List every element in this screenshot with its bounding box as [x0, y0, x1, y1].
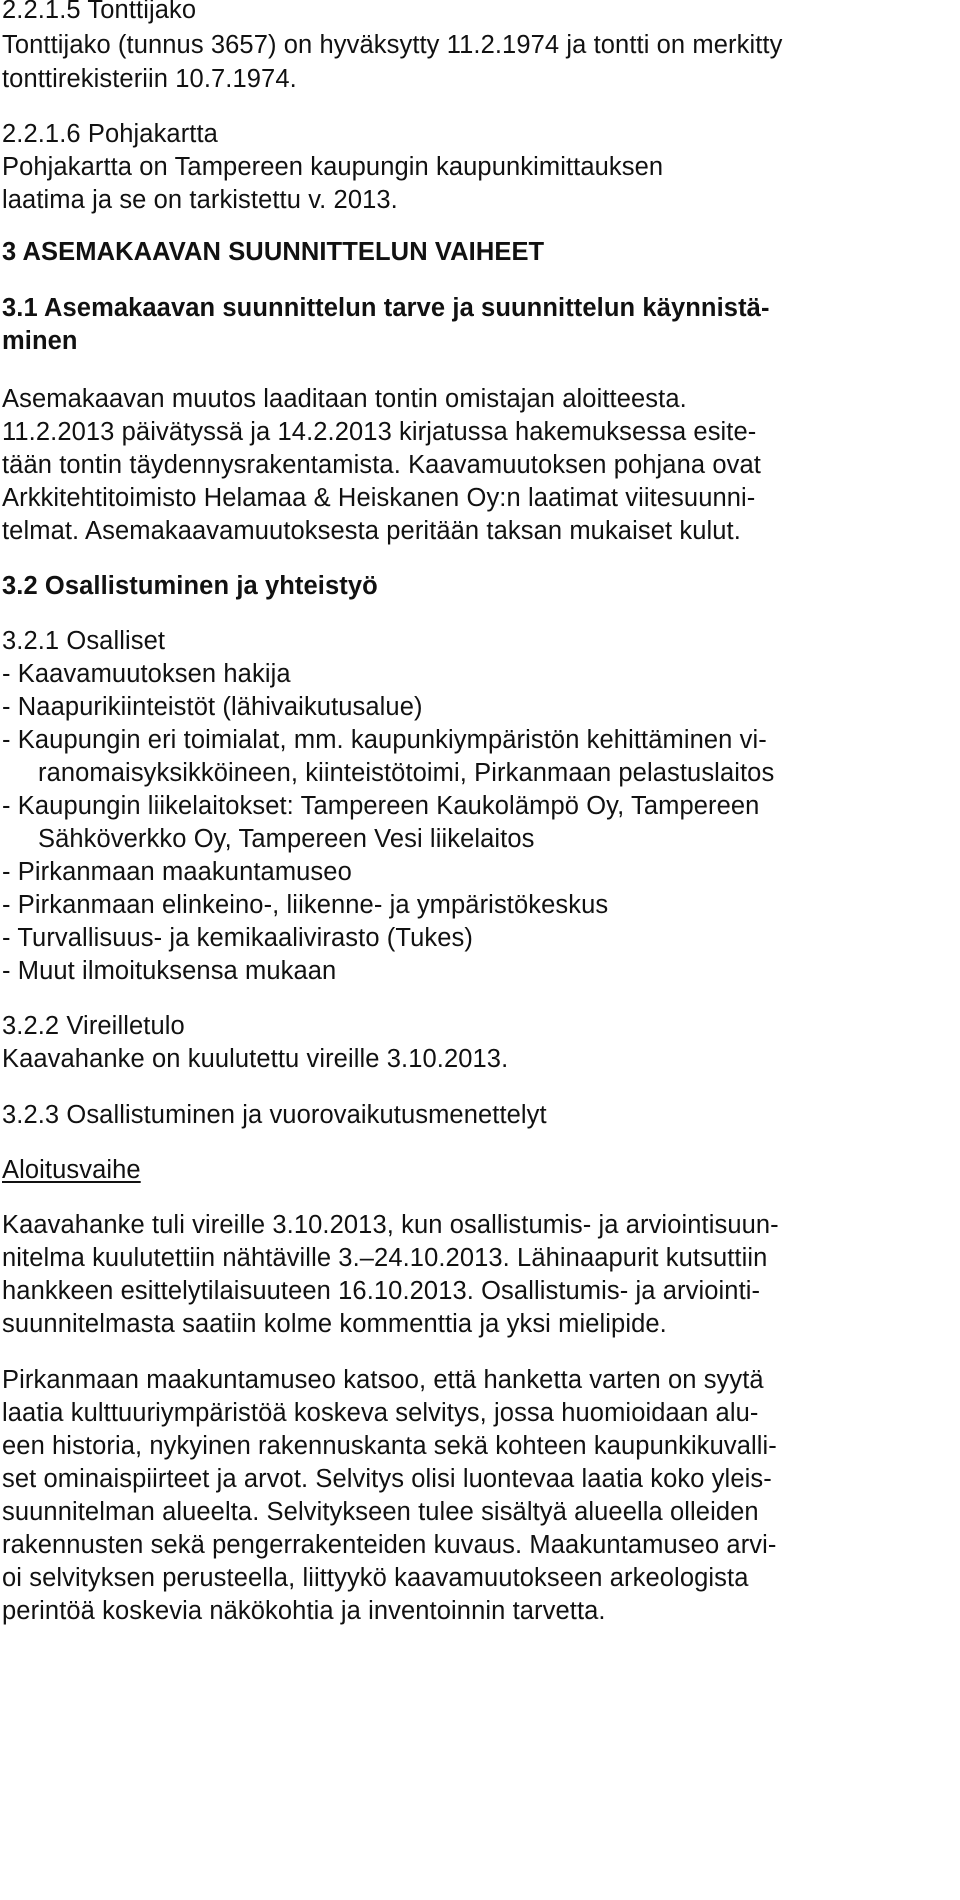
text-line: Kaavahanke tuli vireille 3.10.2013, kun osallistumis- ja arviointisuun-: [2, 1211, 779, 1239]
section-heading-2-2-1-6: 2.2.1.6 Pohjakartta: [2, 120, 218, 148]
section-heading-3-2-3: 3.2.3 Osallistuminen ja vuorovaikutusmenettelyt: [2, 1101, 547, 1129]
text-line: laatia kulttuuriympäristöä koskeva selvitys, jossa huomioidaan alu-: [2, 1399, 759, 1427]
text-line: 11.2.2013 päivätyssä ja 14.2.2013 kirjatussa hakemuksessa esite-: [2, 418, 757, 446]
text-line: rakennusten sekä pengerrakenteiden kuvaus. Maakuntamuseo arvi-: [2, 1531, 777, 1559]
text-line: tään tontin täydennysrakentamista. Kaavamuutoksen pohjana ovat: [2, 451, 761, 479]
text-line: telmat. Asemakaavamuutoksesta peritään taksan mukaiset kulut.: [2, 517, 741, 545]
list-item: - Pirkanmaan elinkeino-, liikenne- ja ympäristökeskus: [2, 891, 609, 919]
text-line: oi selvityksen perusteella, liittyykö kaavamuutokseen arkeologista: [2, 1564, 749, 1592]
text-line: suunnitelman alueelta. Selvitykseen tulee sisältyä alueella olleiden: [2, 1498, 759, 1526]
section-heading-3-1: 3.1 Asemakaavan suunnittelun tarve ja suunnittelun käynnistä-: [2, 294, 770, 322]
chapter-heading-3: 3 ASEMAKAAVAN SUUNNITTELUN VAIHEET: [2, 238, 545, 266]
subheading-aloitusvaihe: Aloitusvaihe: [2, 1156, 141, 1184]
text-line: een historia, nykyinen rakennuskanta sekä kohteen kaupunkikuvalli-: [2, 1432, 777, 1460]
list-item: - Kaavamuutoksen hakija: [2, 660, 291, 688]
section-heading-3-2: 3.2 Osallistuminen ja yhteistyö: [2, 572, 378, 600]
section-heading-3-2-2: 3.2.2 Vireilletulo: [2, 1012, 185, 1040]
text-line: tonttirekisteriin 10.7.1974.: [2, 65, 297, 93]
list-item: - Naapurikiinteistöt (lähivaikutusalue): [2, 693, 423, 721]
section-heading-2-2-1-5: 2.2.1.5 Tonttijako: [2, 0, 197, 24]
section-heading-3-1-cont: minen: [2, 327, 78, 355]
text-line: Asemakaavan muutos laaditaan tontin omistajan aloitteesta.: [2, 385, 687, 413]
text-line: laatima ja se on tarkistettu v. 2013.: [2, 186, 398, 214]
text-line: Kaavahanke on kuulutettu vireille 3.10.2013.: [2, 1045, 509, 1073]
text-line: perintöä koskevia näkökohtia ja inventoinnin tarvetta.: [2, 1597, 606, 1625]
list-item-cont: Sähköverkko Oy, Tampereen Vesi liikelaitos: [38, 825, 535, 853]
text-line: nitelma kuulutettiin nähtäville 3.–24.10.2013. Lähinaapurit kutsuttiin: [2, 1244, 768, 1272]
text-line: Arkkitehtitoimisto Helamaa & Heiskanen Oy:n laatimat viitesuunni-: [2, 484, 756, 512]
list-item: - Kaupungin eri toimialat, mm. kaupunkiympäristön kehittäminen vi-: [2, 726, 767, 754]
text-line: Pohjakartta on Tampereen kaupungin kaupunkimittauksen: [2, 153, 664, 181]
list-item: - Kaupungin liikelaitokset: Tampereen Kaukolämpö Oy, Tampereen: [2, 792, 760, 820]
list-item: - Pirkanmaan maakuntamuseo: [2, 858, 352, 886]
list-item: - Muut ilmoituksensa mukaan: [2, 957, 337, 985]
section-heading-3-2-1: 3.2.1 Osalliset: [2, 627, 166, 655]
text-line: Pirkanmaan maakuntamuseo katsoo, että hanketta varten on syytä: [2, 1366, 764, 1394]
list-item: - Turvallisuus- ja kemikaalivirasto (Tukes): [2, 924, 473, 952]
text-line: suunnitelmasta saatiin kolme kommenttia ja yksi mielipide.: [2, 1310, 667, 1338]
text-line: set ominaispiirteet ja arvot. Selvitys olisi luontevaa laatia koko yleis-: [2, 1465, 772, 1493]
list-item-cont: ranomaisyksikköineen, kiinteistötoimi, Pirkanmaan pelastuslaitos: [38, 759, 775, 787]
text-line: Tonttijako (tunnus 3657) on hyväksytty 11.2.1974 ja tontti on merkitty: [2, 31, 783, 59]
text-line: hankkeen esittelytilaisuuteen 16.10.2013. Osallistumis- ja arviointi-: [2, 1277, 761, 1305]
